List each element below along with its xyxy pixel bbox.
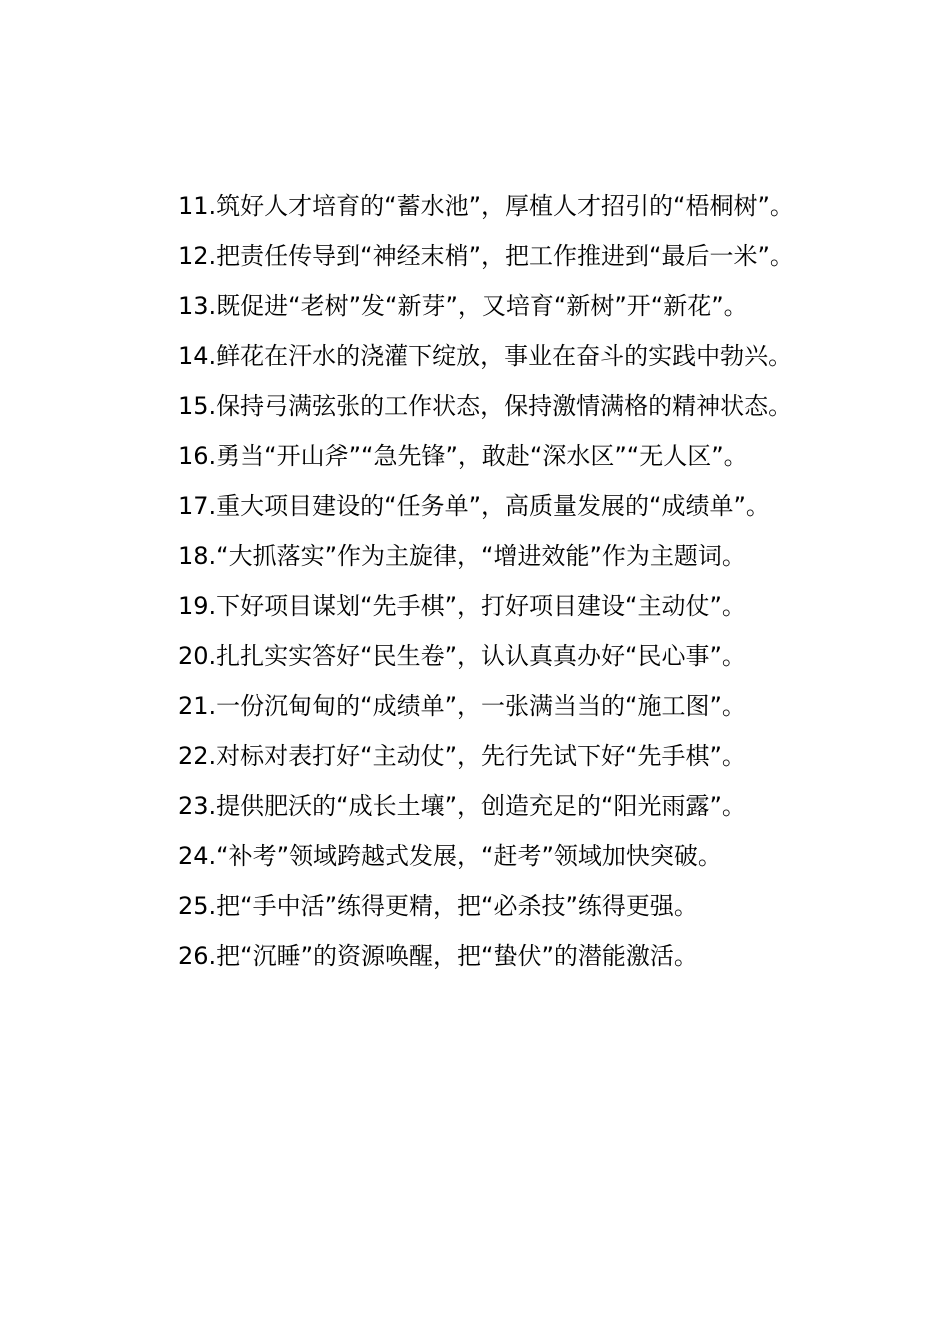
- paragraph-19: 19.下好项目谋划“先手棋”，打好项目建设“主动仗”。: [178, 592, 746, 620]
- paragraph-11: 11.筑好人才培育的“蓄水池”，厚植人才招引的“梧桐树”。: [178, 192, 794, 220]
- paragraph-12: 12.把责任传导到“神经末梢”，把工作推进到“最后一米”。: [178, 242, 794, 270]
- paragraph-16: 16.勇当“开山斧”“急先锋”，敢赴“深水区”“无人区”。: [178, 442, 748, 470]
- paragraph-26: 26.把“沉睡”的资源唤醒，把“蛰伏”的潜能激活。: [178, 942, 698, 970]
- paragraph-17: 17.重大项目建设的“任务单”，高质量发展的“成绩单”。: [178, 492, 770, 520]
- paragraph-24: 24.“补考”领域跨越式发展，“赶考”领域加快突破。: [178, 842, 722, 870]
- paragraph-15: 15.保持弓满弦张的工作状态，保持激情满格的精神状态。: [178, 392, 793, 420]
- paragraph-13: 13.既促进“老树”发“新芽”，又培育“新树”开“新花”。: [178, 292, 748, 320]
- paragraph-14: 14.鲜花在汗水的浇灌下绽放，事业在奋斗的实践中勃兴。: [178, 342, 793, 370]
- paragraph-18: 18.“大抓落实”作为主旋律，“增进效能”作为主题词。: [178, 542, 746, 570]
- paragraph-22: 22.对标对表打好“主动仗”，先行先试下好“先手棋”。: [178, 742, 746, 770]
- document-body: [127, 181, 837, 981]
- paragraph-23: 23.提供肥沃的“成长土壤”，创造充足的“阳光雨露”。: [178, 792, 746, 820]
- paragraph-21: 21.一份沉甸甸的“成绩单”，一张满当当的“施工图”。: [178, 692, 746, 720]
- paragraph-25: 25.把“手中活”练得更精，把“必杀技”练得更强。: [178, 892, 698, 920]
- paragraph-20: 20.扎扎实实答好“民生卷”，认认真真办好“民心事”。: [178, 642, 746, 670]
